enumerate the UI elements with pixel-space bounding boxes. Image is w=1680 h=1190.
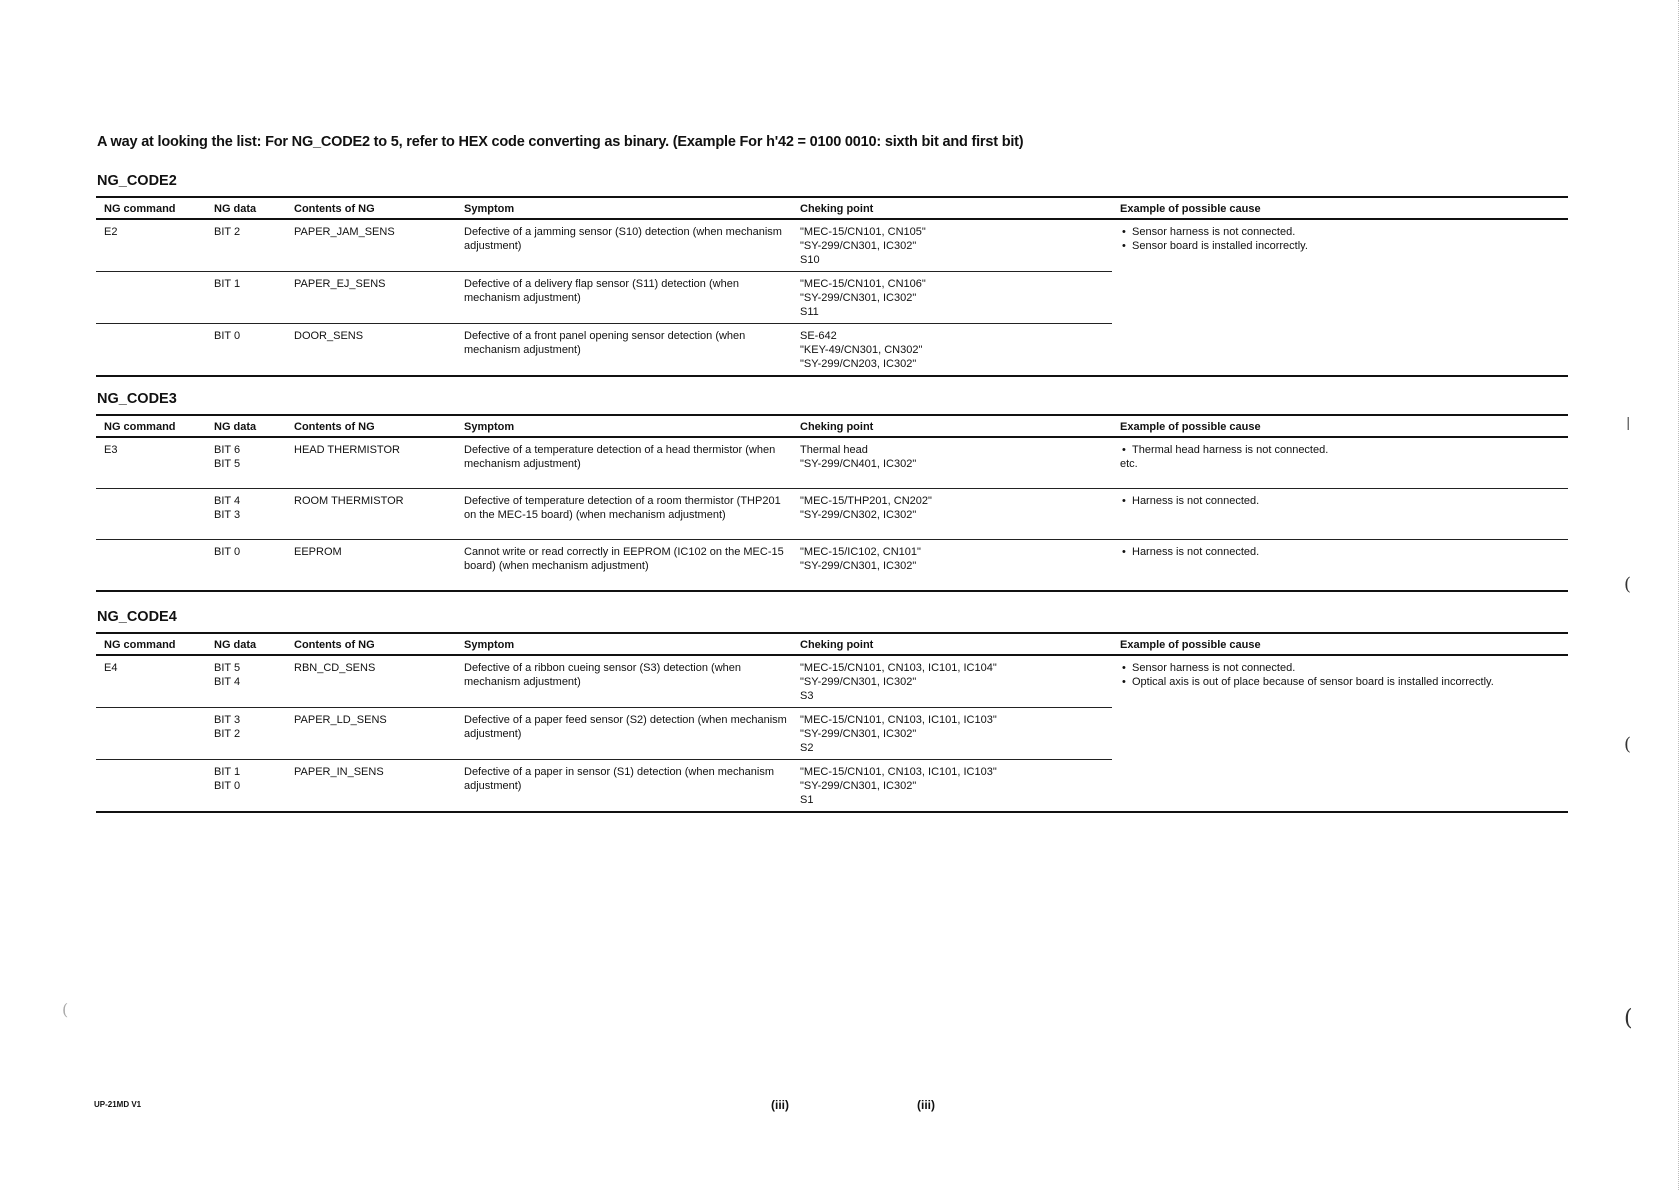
page-number: (iii): [771, 1098, 789, 1112]
col-contents: Contents of NG: [286, 197, 456, 219]
check-line: S10: [800, 254, 820, 266]
symptom-cell: Defective of a paper in sensor (S1) detection (when mechanism adjustment): [456, 760, 792, 813]
check-line: "SY-299/CN301, IC302": [800, 560, 917, 572]
checking-point-cell: [792, 540, 1112, 592]
contents-cell: HEAD THERMISTOR: [286, 437, 456, 489]
checking-point-cell: [792, 324, 1112, 377]
col-checking-point: Cheking point: [792, 633, 1112, 655]
checking-point-cell: [792, 708, 1112, 760]
contents-cell: DOOR_SENS: [286, 324, 456, 377]
bit-label: BIT 4: [214, 495, 241, 507]
bit-label: BIT 1: [214, 278, 241, 290]
checking-point-cell: [792, 760, 1112, 813]
cause-cell: [1112, 540, 1568, 592]
col-ng-command: NG command: [96, 197, 206, 219]
section-ng-code2: [96, 172, 1568, 377]
ng-command-cell: E3: [96, 437, 206, 489]
col-ng-data: NG data: [206, 197, 286, 219]
ng-data-cell: [206, 437, 286, 489]
cause-item: • Harness is not connected.: [1120, 545, 1568, 559]
cause-item: • Sensor board is installed incorrectly.: [1120, 239, 1568, 253]
check-line: S2: [800, 742, 814, 754]
ng-data-cell: [206, 760, 286, 813]
contents-cell: RBN_CD_SENS: [286, 655, 456, 708]
ng-data-cell: [206, 272, 286, 324]
table-header-row: [96, 415, 1568, 437]
bit-label: BIT 0: [214, 546, 241, 558]
check-line: S3: [800, 690, 814, 702]
check-line: "SY-299/CN401, IC302": [800, 458, 917, 470]
checking-point-cell: [792, 655, 1112, 708]
ng-code3-table: [96, 414, 1568, 592]
bit-label: BIT 6: [214, 444, 241, 456]
cause-item: • Sensor harness is not connected.: [1120, 225, 1568, 239]
check-line: "MEC-15/CN101, CN103, IC101, IC104": [800, 662, 997, 674]
check-line: SE-642: [800, 330, 837, 342]
cause-cell: [1112, 655, 1568, 812]
binder-hole-mark: (: [62, 1000, 69, 1019]
col-contents: Contents of NG: [286, 415, 456, 437]
check-line: "SY-299/CN301, IC302": [800, 240, 917, 252]
section-title: NG_CODE3: [97, 391, 177, 407]
page-number: (iii): [917, 1098, 935, 1112]
bit-label: BIT 2: [214, 226, 241, 238]
ng-command-cell: [96, 324, 206, 377]
cause-item: • Thermal head harness is not connected.: [1120, 443, 1568, 457]
col-ng-command: NG command: [96, 415, 206, 437]
check-line: "MEC-15/CN101, CN106": [800, 278, 926, 290]
table-row: [96, 489, 1568, 540]
cause-list: [1120, 545, 1568, 559]
ng-command-cell: [96, 760, 206, 813]
check-line: "SY-299/CN301, IC302": [800, 780, 917, 792]
symptom-cell: Defective of a delivery flap sensor (S11) detection (when mechanism adjustment): [456, 272, 792, 324]
cause-cell: [1112, 489, 1568, 540]
col-symptom: Symptom: [456, 415, 792, 437]
section-ng-code4: [96, 608, 1568, 813]
ng-data-cell: [206, 655, 286, 708]
ng-command-cell: [96, 540, 206, 592]
ng-command-cell: [96, 708, 206, 760]
list-reading-note: A way at looking the list: For NG_CODE2 to 5, refer to HEX code converting as binary. (Example For h'42 = 0100 0010: sixth bit and first bit): [97, 134, 1024, 150]
col-ng-command: NG command: [96, 633, 206, 655]
ng-command-cell: E2: [96, 219, 206, 272]
col-cause: Example of possible cause: [1112, 197, 1568, 219]
model-label: UP-21MD V1: [94, 1100, 142, 1109]
bit-label: BIT 0: [214, 330, 241, 342]
cause-item: • Optical axis is out of place because of sensor board is installed incorrectly.: [1120, 675, 1568, 689]
col-checking-point: Cheking point: [792, 197, 1112, 219]
symptom-cell: Defective of a temperature detection of a head thermistor (when mechanism adjustment): [456, 437, 792, 489]
ng-data-cell: [206, 219, 286, 272]
checking-point-cell: [792, 272, 1112, 324]
cause-list: [1120, 494, 1568, 508]
check-line: "SY-299/CN301, IC302": [800, 292, 917, 304]
ng-command-cell: E4: [96, 655, 206, 708]
binder-hole-mark: (: [1624, 734, 1632, 755]
contents-cell: ROOM THERMISTOR: [286, 489, 456, 540]
table-header-row: [96, 197, 1568, 219]
cause-cell: [1112, 219, 1568, 376]
binder-hole-mark: (: [1624, 1006, 1633, 1031]
check-line: "SY-299/CN203, IC302": [800, 358, 917, 370]
symptom-cell: Defective of a ribbon cueing sensor (S3) detection (when mechanism adjustment): [456, 655, 792, 708]
cause-cell: [1112, 437, 1568, 489]
col-cause: Example of possible cause: [1112, 415, 1568, 437]
table-row: [96, 540, 1568, 592]
checking-point-cell: [792, 219, 1112, 272]
binder-hole-mark: |: [1626, 416, 1631, 431]
col-symptom: Symptom: [456, 197, 792, 219]
check-line: "MEC-15/CN101, CN105": [800, 226, 926, 238]
bit-label: BIT 3: [214, 714, 241, 726]
symptom-cell: Defective of a paper feed sensor (S2) detection (when mechanism adjustment): [456, 708, 792, 760]
binder-hole-mark: (: [1624, 574, 1632, 595]
contents-cell: PAPER_IN_SENS: [286, 760, 456, 813]
ng-code2-table: [96, 196, 1568, 377]
col-cause: Example of possible cause: [1112, 633, 1568, 655]
checking-point-cell: [792, 437, 1112, 489]
check-line: "SY-299/CN302, IC302": [800, 509, 917, 521]
bit-label: BIT 1: [214, 766, 241, 778]
ng-code4-table: [96, 632, 1568, 813]
bit-label: BIT 5: [214, 662, 241, 674]
check-line: "SY-299/CN301, IC302": [800, 676, 917, 688]
check-line: "MEC-15/CN101, CN103, IC101, IC103": [800, 766, 997, 778]
cause-list: [1120, 661, 1568, 689]
ng-data-cell: [206, 324, 286, 377]
table-row: [96, 437, 1568, 489]
check-line: Thermal head: [800, 444, 868, 456]
bit-label: BIT 2: [214, 728, 241, 740]
bit-label: BIT 3: [214, 509, 241, 521]
symptom-cell: Defective of a jamming sensor (S10) detection (when mechanism adjustment): [456, 219, 792, 272]
ng-data-cell: [206, 708, 286, 760]
col-ng-data: NG data: [206, 633, 286, 655]
cause-list: [1120, 225, 1568, 253]
table-header-row: [96, 633, 1568, 655]
bit-label: BIT 0: [214, 780, 241, 792]
contents-cell: PAPER_EJ_SENS: [286, 272, 456, 324]
ng-command-cell: [96, 272, 206, 324]
col-contents: Contents of NG: [286, 633, 456, 655]
check-line: "MEC-15/CN101, CN103, IC101, IC103": [800, 714, 997, 726]
section-ng-code3: [96, 390, 1568, 592]
check-line: S1: [800, 794, 814, 806]
contents-cell: PAPER_JAM_SENS: [286, 219, 456, 272]
cause-list: [1120, 443, 1568, 457]
contents-cell: EEPROM: [286, 540, 456, 592]
symptom-cell: Defective of temperature detection of a room thermistor (THP201 on the MEC-15 board) (when mechanism adjustment): [456, 489, 792, 540]
check-line: S11: [800, 306, 819, 318]
col-checking-point: Cheking point: [792, 415, 1112, 437]
checking-point-cell: [792, 489, 1112, 540]
ng-command-cell: [96, 489, 206, 540]
section-title: NG_CODE4: [97, 609, 177, 625]
check-line: "SY-299/CN301, IC302": [800, 728, 917, 740]
check-line: "MEC-15/THP201, CN202": [800, 495, 932, 507]
ng-data-cell: [206, 489, 286, 540]
bit-label: BIT 5: [214, 458, 241, 470]
check-line: "MEC-15/IC102, CN101": [800, 546, 921, 558]
bit-label: BIT 4: [214, 676, 241, 688]
section-title: NG_CODE2: [97, 173, 177, 189]
contents-cell: PAPER_LD_SENS: [286, 708, 456, 760]
col-symptom: Symptom: [456, 633, 792, 655]
check-line: "KEY-49/CN301, CN302": [800, 344, 923, 356]
col-ng-data: NG data: [206, 415, 286, 437]
ng-data-cell: [206, 540, 286, 592]
cause-continuation: etc.: [1120, 458, 1138, 470]
table-row: [96, 655, 1568, 708]
cause-item: • Harness is not connected.: [1120, 494, 1568, 508]
cause-item: • Sensor harness is not connected.: [1120, 661, 1568, 675]
symptom-cell: Cannot write or read correctly in EEPROM (IC102 on the MEC-15 board) (when mechanism adjustment): [456, 540, 792, 592]
table-row: [96, 219, 1568, 272]
symptom-cell: Defective of a front panel opening sensor detection (when mechanism adjustment): [456, 324, 792, 377]
